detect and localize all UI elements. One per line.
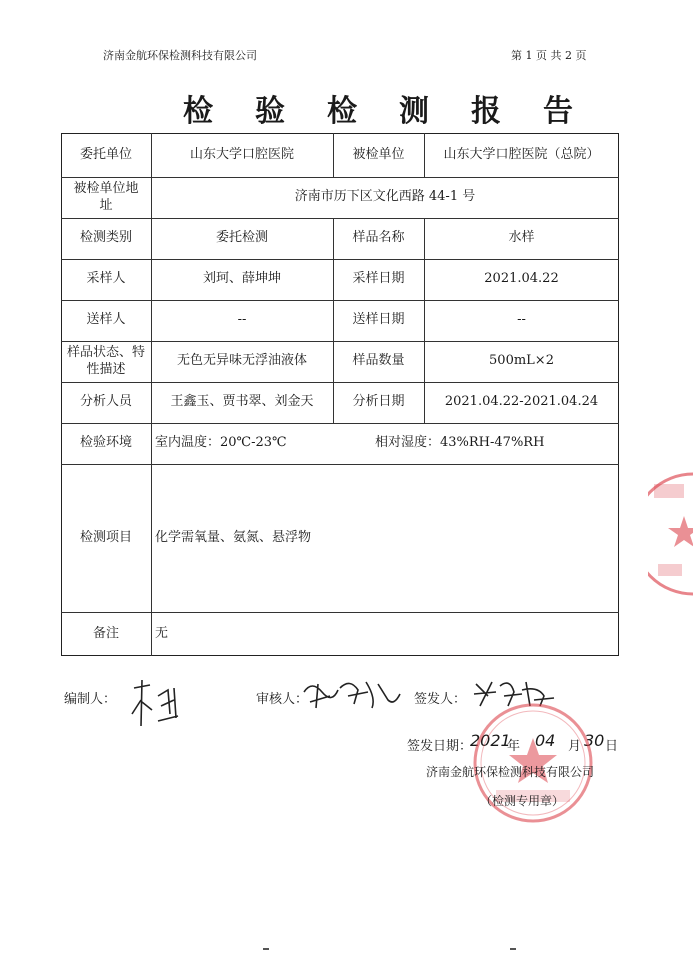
- seam-stamp: [648, 468, 693, 600]
- seal-note: （检测专用章）: [480, 794, 565, 808]
- delivery-date-value: --: [517, 312, 526, 328]
- environment-label: 检验环境: [79, 435, 132, 451]
- analyst-label: 分析人员: [79, 394, 132, 410]
- sample-qty-value: 500mL×2: [489, 353, 554, 369]
- year-char: 年: [507, 739, 521, 754]
- remarks-label: 备注: [92, 625, 119, 641]
- sample-name-label: 样品名称: [352, 230, 405, 246]
- header-company-name: 济南金航环保检测科技有限公司: [103, 49, 257, 62]
- deliverer-label: 送样人: [86, 312, 126, 328]
- issue-day: 30: [584, 731, 605, 750]
- sample-state-label: 样品状态、特性描述: [67, 345, 146, 377]
- delivery-date-label: 送样日期: [352, 312, 405, 328]
- report-title: 检验检测报告: [183, 94, 615, 129]
- compiler-label: 编制人：: [64, 692, 117, 707]
- sampler-value: 刘珂、薛坤坤: [202, 271, 281, 287]
- page-indicator: 第 1 页 共 2 页: [511, 49, 587, 62]
- scan-mark: [510, 948, 516, 950]
- client-value: 山东大学口腔医院: [189, 146, 294, 162]
- analyst-value: 王鑫玉、贾书翠、刘金天: [170, 394, 314, 410]
- reviewer-signature: [298, 674, 408, 714]
- analysis-date-value: 2021.04.22-2021.04.24: [444, 394, 599, 410]
- issuing-company: 济南金航环保检测科技有限公司: [426, 765, 595, 779]
- day-char: 日: [605, 739, 619, 754]
- remarks-value: 无: [155, 625, 169, 641]
- items-label: 检测项目: [79, 529, 132, 545]
- analysis-date-label: 分析日期: [352, 394, 405, 410]
- issue-month: 04: [535, 731, 556, 750]
- sampling-date-label: 采样日期: [352, 271, 405, 287]
- scan-mark: [263, 948, 269, 950]
- issue-year: 2021: [470, 731, 511, 750]
- compiler-signature: [128, 676, 188, 736]
- sample-qty-label: 样品数量: [352, 353, 405, 369]
- month-char: 月: [568, 739, 582, 754]
- inspected-value: 山东大学口腔医院（总院）: [443, 146, 600, 162]
- issuer-label: 签发人：: [414, 692, 467, 707]
- issue-date-label: 签发日期：: [407, 739, 473, 754]
- sampler-label: 采样人: [86, 271, 126, 287]
- temperature-value: 室内温度：20℃-23℃: [155, 435, 287, 451]
- address-value: 济南市历下区文化西路 44-1 号: [294, 189, 476, 205]
- test-type-value: 委托检测: [215, 230, 268, 246]
- inspected-label: 被检单位: [352, 146, 405, 162]
- sample-state-value: 无色无异味无浮油液体: [176, 353, 307, 369]
- items-value: 化学需氧量、氨氮、悬浮物: [155, 529, 312, 545]
- humidity-value: 相对湿度：43%RH-47%RH: [375, 435, 545, 451]
- test-type-label: 检测类别: [79, 230, 132, 246]
- address-label: 被检单位地址: [73, 181, 139, 213]
- sampling-date-value: 2021.04.22: [484, 271, 559, 287]
- client-label: 委托单位: [79, 146, 132, 162]
- deliverer-value: --: [237, 312, 247, 328]
- reviewer-label: 审核人：: [256, 692, 309, 707]
- sample-name-value: 水样: [508, 230, 535, 246]
